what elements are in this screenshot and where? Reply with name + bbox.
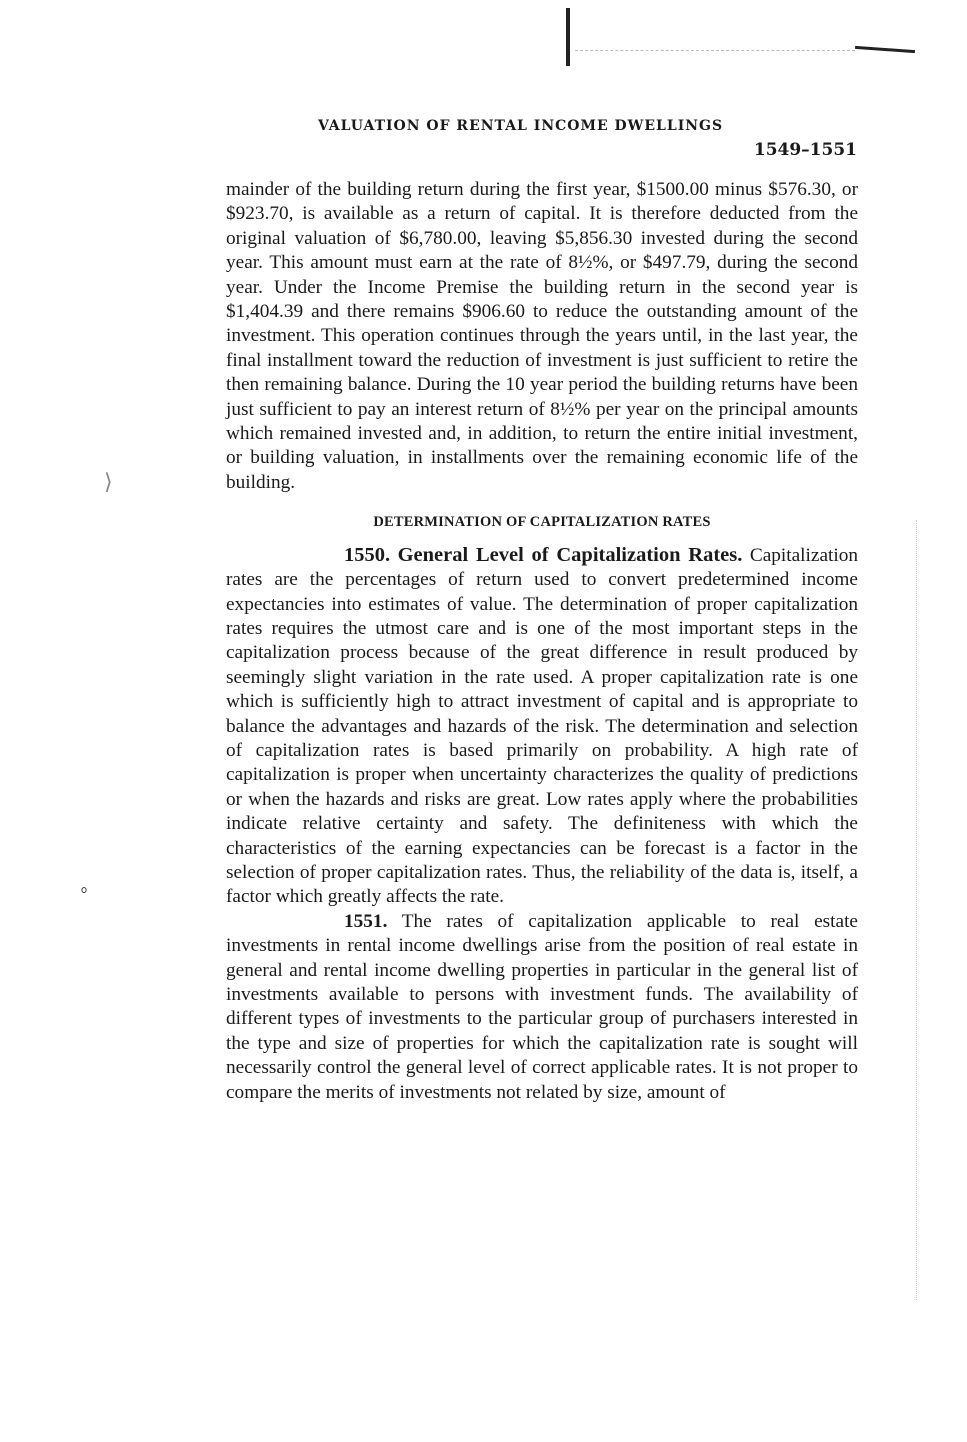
section-text-1550: Capitalization rates are the percentages of return used to convert predetermined income expectancies into estimates of value. The determination of proper capitalization rates requires the utmost care and is one of the most important steps in the capitalization process because of the great difference in result produced by seemingly slight variation in the rate used. A proper capitalization rate is one which is sufficiently high to attract investment of capital and is appropriate to balance the advantages and hazards of the risk. The determination and selection of capitalization rates is based primarily on probability. A high rate of capitalization is proper when uncertainty characterizes the quality of predictions or when the hazards and risks are great. Low rates apply where the probabilities indicate relative certainty and safety. The definiteness with which the characteristics of the earning expectancies can be forecast is a factor in the selection of proper capitalization rates. Thus, the reliability of the data is, itself, a factor which greatly affects the rate. [226,544,858,908]
running-title: VALUATION OF RENTAL INCOME DWELLINGS [318,118,724,134]
scan-artifact-dash [575,50,855,51]
section-title-1550: General Level of Capitalization Rates. [397,543,743,566]
paragraph-1550 [226,543,858,910]
page-range: 1549–1551 [753,140,857,160]
paragraph-1551 [226,910,858,1105]
margin-mark-icon: ⟩ [104,470,113,495]
section-text-1551: The rates of capitalization applicable to real estate investments in rental income dwellings arise from the position of real estate in general and rental income dwelling properties in particular in the general list of investments available to persons with investment funds. The availability of different types of investments to the particular group of purchasers interested in the type and size of properties for which the capitalization rate is sought will necessarily control the general level of correct applicable rates. It is not proper to compare the merits of investments not related by size, amount of [226,910,858,1103]
margin-pencil-mark-icon: ﾟ [80,886,94,916]
scan-artifact-bar [566,8,570,66]
scan-artifact-line [855,46,915,53]
section-number-1551: 1551. [344,910,388,932]
continuation-paragraph: mainder of the building return during the first year, $1500.00 minus $576.30, or $923.70, is available as a return of capital. It is therefore deducted from the original valuation of $6,780.00, leaving $5,856.30 invested during the second year. This amount must earn at the rate of 8½%, or $497.79, during the second year. Under the Income Premise the building return in the second year is $1,404.39 and there remains $906.60 to reduce the outstanding amount of the investment. This operation continues through the years until, in the last year, the final installment toward the reduction of investment is just sufficient to retire the then remaining balance. During the 10 year period the building returns have been just sufficient to pay an interest return of 8½% per year on the principal amounts which remained invested and, in addition, to return the entire initial investment, or building valuation, in installments over the remaining economic life of the building. [226,179,858,493]
section-heading: DETERMINATION OF CAPITALIZATION RATES [373,514,711,531]
scan-edge-line [916,520,917,1300]
body-text [226,178,858,1105]
section-number-1550: 1550. [344,543,391,566]
